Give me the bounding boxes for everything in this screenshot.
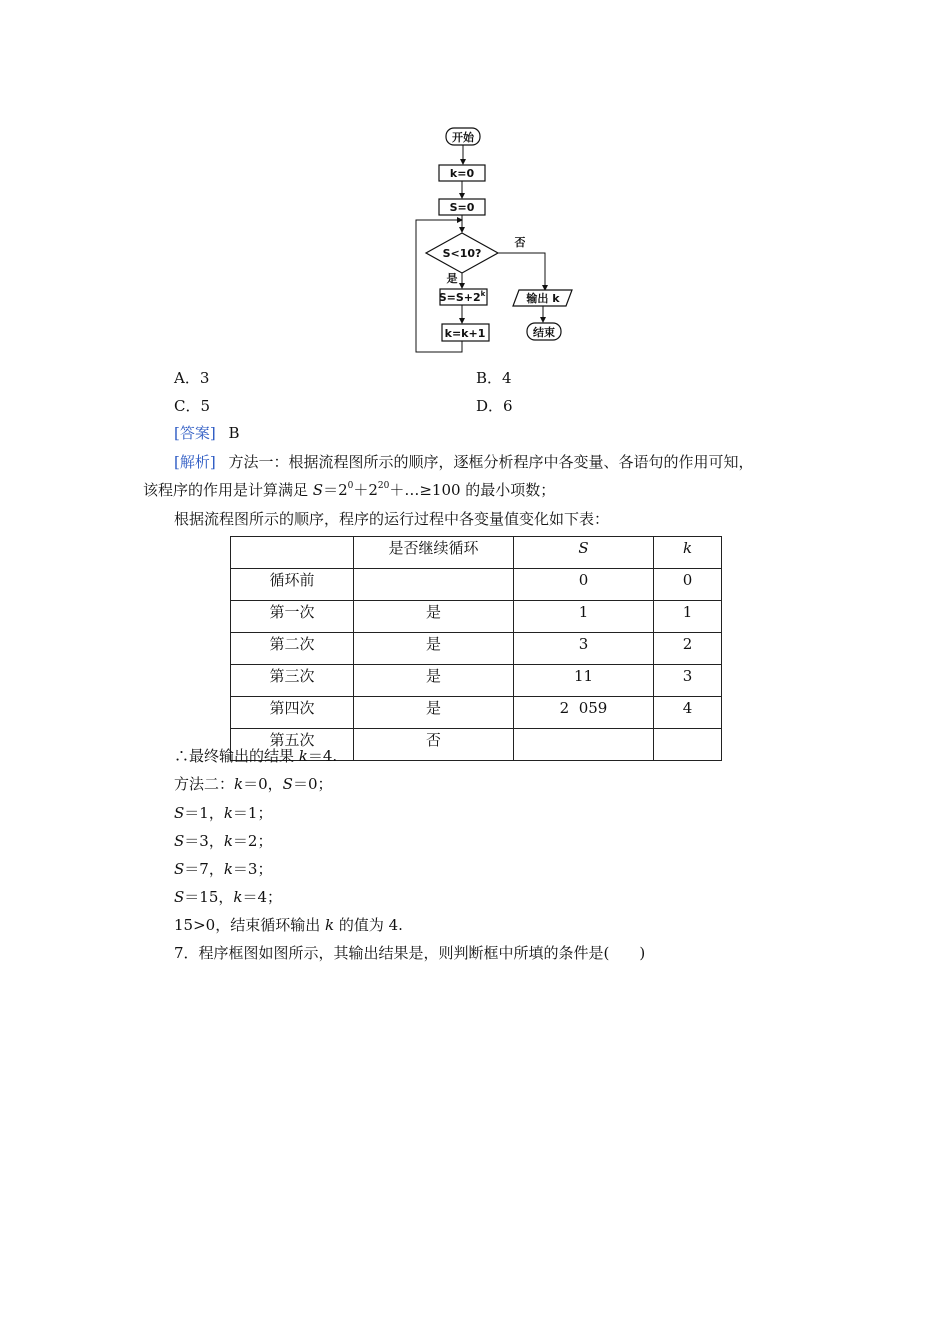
table-cell: 0 [514,569,654,601]
flow-yes-label: 是 [446,272,458,285]
step-var-s: S [174,804,185,822]
table-cell: 11 [514,665,654,697]
answer-tag: [答案] [174,424,216,442]
method2-final-text: 15>0，结束循环输出 [174,916,325,934]
analysis-line-2 [143,478,555,502]
analysis-var-s: S [312,481,324,499]
answer-line [174,421,240,445]
table-cell: 2 [654,633,722,665]
flow-update-s-label: $S=S+2^k$ [438,290,486,304]
analysis-text-1: 方法一：根据流程图所示的顺序，逐框分析程序中各变量、各语句的作用可知， [228,453,754,471]
analysis-text-2c: ＋2 [353,481,378,499]
flow-output-label: 输出 k [526,292,560,305]
table-row [231,601,722,633]
table-cell: 4 [654,697,722,729]
method2-title [174,772,332,796]
method2-title-text: 方法二： [174,775,235,793]
method2-step [174,801,272,825]
option-d: D．6 [476,397,513,415]
step-var-k: k [223,860,233,878]
answer-value: B [228,424,240,442]
table-header-cell: S [514,537,654,569]
table-cell: 1 [514,601,654,633]
method2-title-k-value: ＝0， [243,775,283,793]
table-cell: 0 [654,569,722,601]
method2-step [174,857,272,881]
table-cell: 第五次 [231,729,354,761]
table-row [231,665,722,697]
question-7: 7．程序框图如图所示，其输出结果是，则判断框中所填的条件是( ) [174,944,646,962]
table-cell: 第一次 [231,601,354,633]
flow-k-init-label: k=0 [449,167,475,180]
table-row [231,697,722,729]
trace-table [230,536,722,761]
method2-var-k: k [234,775,244,793]
analysis-text-2a: 该程序的作用是计算满足 [143,481,313,499]
step-var-k: k [233,888,243,906]
step-s-value: ＝1， [184,804,224,822]
table-header-cell [231,537,354,569]
step-var-s: S [174,832,185,850]
table-cell [354,569,514,601]
table-cell [654,729,722,761]
table-cell: 第四次 [231,697,354,729]
option-c: C．5 [174,397,211,415]
option-b: B．4 [476,369,512,387]
table-cell: 2 059 [514,697,654,729]
method2-var-s: S [282,775,293,793]
table-cell: 是 [354,601,514,633]
step-s-value: ＝15， [184,888,234,906]
method2-final [174,913,403,937]
analysis-tag: [解析] [174,453,216,471]
flow-s-init-label: S=0 [449,201,475,214]
method2-final-suffix: 的值为 4. [334,916,403,934]
flow-end-label: 结束 [533,326,555,339]
analysis-exp-1: 0 [347,481,354,491]
conclusion-prefix: ∴最终输出的结果 [174,747,299,765]
step-var-k: k [223,804,233,822]
analysis-line-3: 根据流程图所示的顺序，程序的运行过程中各变量值变化如下表： [174,510,610,528]
method2-final-var-k: k [324,916,335,934]
table-header-cell: k [654,537,722,569]
step-k-value: ＝3； [232,860,273,878]
table-row [231,569,722,601]
table-cell [514,729,654,761]
table-cell: 循环前 [231,569,354,601]
step-s-value: ＝3， [184,832,224,850]
analysis-text-2b: ＝2 [323,481,348,499]
flow-update-k-label: k=k+1 [444,327,486,340]
option-a: A．3 [174,369,210,387]
table-cell: 是 [354,633,514,665]
analysis-text-2d: ＋…≥100 的最小项数； [389,481,556,499]
step-s-value: ＝7， [184,860,224,878]
analysis-exp-2: 20 [377,481,390,491]
step-k-value: ＝2； [232,832,273,850]
step-var-s: S [174,888,185,906]
analysis-line-1 [174,450,754,474]
method2-step [174,829,272,853]
flow-no-label: 否 [514,236,526,249]
table-header-cell: 是否继续循环 [354,537,514,569]
conclusion-var-k: k [298,747,308,765]
table-row [231,633,722,665]
flow-condition-label: S<10? [442,247,482,260]
table-header-row [231,537,722,569]
table-cell: 第二次 [231,633,354,665]
conclusion-suffix: ＝4. [307,747,338,765]
step-var-s: S [174,860,185,878]
table-cell: 第三次 [231,665,354,697]
flow-start-label: 开始 [452,131,474,144]
conclusion-line [174,744,337,768]
step-k-value: ＝4； [242,888,283,906]
step-k-value: ＝1； [232,804,273,822]
table-cell: 是 [354,665,514,697]
step-var-k: k [223,832,233,850]
table-cell: 3 [514,633,654,665]
table-cell: 否 [354,729,514,761]
table-cell: 是 [354,697,514,729]
method2-title-s-value: ＝0； [292,775,333,793]
table-cell: 1 [654,601,722,633]
flowchart [400,122,590,358]
method2-step [174,885,282,909]
table-cell: 3 [654,665,722,697]
